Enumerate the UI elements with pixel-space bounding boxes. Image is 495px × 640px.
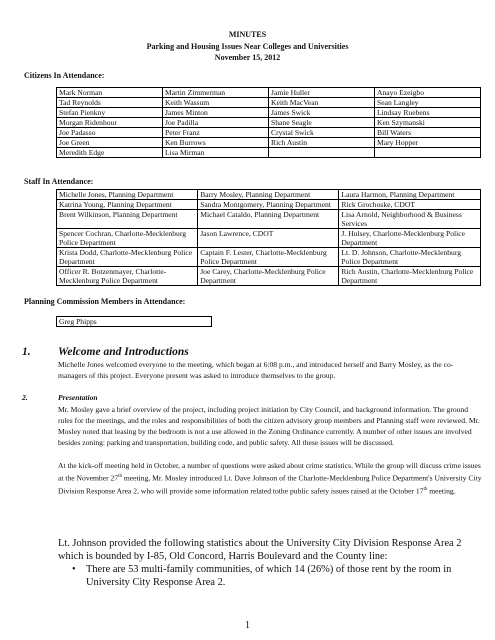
section-1-text: Michelle Jones welcomed everyone to the meeting, which began at 6:08 p.m., and introduced herself and Barry Mosley, as the co-managers of this project. Everyone present was asked to introduce themselves to the group. — [58, 360, 454, 380]
staff-label: Staff In Attendance: — [24, 177, 94, 186]
table-cell: Captain F. Lester, Charlotte-Mecklenburg Police Department — [198, 248, 339, 267]
table-cell: Lisa Arnold, Neighborhood & Business Services — [339, 210, 481, 229]
section-1-title: Welcome and Introductions — [58, 346, 189, 358]
table-cell: Katrina Young, Planning Department — [57, 200, 198, 210]
citizens-label: Citizens In Attendance: — [24, 71, 105, 80]
section-2-title: Presentation — [58, 393, 98, 402]
ordinal-suffix: th — [118, 474, 122, 479]
table-row — [57, 108, 481, 118]
table-row — [57, 229, 481, 248]
table-cell: Keith MacVean — [269, 98, 375, 108]
table-cell: Brent Wilkinson, Planning Department — [57, 210, 198, 229]
table-cell: Michael Cataldo, Planning Department — [198, 210, 339, 229]
table-row — [57, 98, 481, 108]
table-cell: Keith Wassum — [163, 98, 269, 108]
table-cell: Joe Padilla — [163, 118, 269, 128]
bullet-text: There are 53 multi-family communities, of which 14 (26%) of those rent by the room in University City Response Area 2. — [86, 564, 452, 588]
table-cell: James Swick — [269, 108, 375, 118]
table-cell: Barry Mosley, Planning Department — [198, 190, 339, 200]
table-cell: Joe Green — [57, 138, 163, 148]
table-row — [57, 88, 481, 98]
table-cell: Ken Szymanski — [375, 118, 481, 128]
section-2-paragraph-3: Lt. Johnson provided the following statistics about the University City Division Response Area 2 which is bounded by I-85, Old Concord, Harris Boulevard and the County line: — [58, 538, 462, 562]
bullet-item — [72, 564, 472, 589]
table-cell: Officer R. Botzenmayer, Charlotte-Mecklenburg Police Department — [57, 267, 198, 286]
ordinal-suffix: th — [423, 486, 428, 492]
paragraph-2-text-a: At the kick-off meeting held in October, a number of questions were asked about crime statistics. While the group will discuss crime issues at the November 27 — [58, 461, 481, 483]
table-cell: Lt. D. Johnson, Charlotte-Mecklenburg Police Department — [339, 248, 481, 267]
table-cell: Anayo Ezeigbo — [375, 88, 481, 98]
table-row — [57, 210, 481, 229]
table-cell: Sandra Montgomery, Planning Department — [198, 200, 339, 210]
table-cell: Spencer Cochran, Charlotte-Mecklenburg Police Department — [57, 229, 198, 248]
table-cell: Crystal Swick — [269, 128, 375, 138]
section-1-number: 1. — [22, 346, 31, 358]
section-2-number: 2. — [22, 393, 28, 402]
table-cell — [375, 148, 481, 158]
table-cell: Mark Norman — [57, 88, 163, 98]
commission-member: Greg Phipps — [57, 317, 212, 327]
table-cell: Rick Grochoske, CDOT — [339, 200, 481, 210]
table-cell: Rich Austin — [269, 138, 375, 148]
table-cell: Joe Padasso — [57, 128, 163, 138]
table-row — [57, 190, 481, 200]
section-2-paragraph-2 — [58, 460, 482, 496]
table-cell: Michelle Jones, Planning Department — [57, 190, 198, 200]
table-cell: Shane Seagle — [269, 118, 375, 128]
table-cell: Krista Dodd, Charlotte-Mecklenburg Police Department — [57, 248, 198, 267]
section-2-paragraph-1: Mr. Mosley gave a brief overview of the project, including project initiation by City Council, and background information. The ground rules for the meetings, and the roles and responsibilities of both the citizen advisory group members and Planning staff were reviewed. Mr. Mosley noted that leasing by the bedroom is not a use allowed in the Zoning Ordinance currently. A number of other issues are involved besides zoning: parking and transportation, building code, and public safety. All these issues will be discussed. — [58, 405, 480, 447]
table-cell: Jamie Huller — [269, 88, 375, 98]
table-cell: Lindsay Ruebens — [375, 108, 481, 118]
paragraph-2-text-b: meeting, Mr. Mosley introduced Lt. Dave Johnson of the Charlotte-Mecklenburg Police Department's University City Division Response Area 2, who will provide some information related tothe public safety issues raised at the October 17 — [58, 473, 482, 496]
table-cell: Laura Harmon, Planning Department — [339, 190, 481, 200]
table-cell: Morgan Ridenhour — [57, 118, 163, 128]
table-cell: Lisa Mirman — [163, 148, 269, 158]
table-row — [57, 200, 481, 210]
table-cell: Stefan Pienkny — [57, 108, 163, 118]
table-cell: Tad Reynolds — [57, 98, 163, 108]
commission-table — [56, 316, 212, 327]
table-cell — [269, 148, 375, 158]
table-cell: J. Hulsey, Charlotte-Mecklenburg Police Department — [339, 229, 481, 248]
table-cell: Sean Langley — [375, 98, 481, 108]
page-number: 1 — [245, 620, 250, 631]
table-row — [57, 128, 481, 138]
table-row — [57, 267, 481, 286]
table-cell: Martin Zimmerman — [163, 88, 269, 98]
commission-label: Planning Commission Members in Attendance: — [24, 297, 186, 306]
table-cell: Meredith Edge — [57, 148, 163, 158]
table-row — [57, 138, 481, 148]
table-cell: Rich Austin, Charlotte-Mecklenburg Police Department — [339, 267, 481, 286]
table-row — [57, 148, 481, 158]
table-cell: Mary Hopper — [375, 138, 481, 148]
citizens-table — [56, 87, 481, 158]
table-row — [57, 248, 481, 267]
document-title: MINUTES — [228, 30, 267, 39]
table-row — [57, 118, 481, 128]
table-cell: Bill Waters — [375, 128, 481, 138]
section-1-heading — [22, 346, 189, 358]
table-cell: James Minton — [163, 108, 269, 118]
table-cell: Jason Lawrence, CDOT — [198, 229, 339, 248]
section-2-heading — [22, 393, 98, 402]
staff-table — [56, 189, 481, 286]
table-cell: Ken Burrows — [163, 138, 269, 148]
document-subtitle: Parking and Housing Issues Near Colleges and Universities — [146, 42, 349, 51]
meeting-date: November 15, 2012 — [214, 53, 281, 62]
table-cell: Joe Carey, Charlotte-Mecklenburg Police Department — [198, 267, 339, 286]
paragraph-2-text-c: meeting. — [427, 486, 456, 496]
bullet-icon: • — [72, 564, 76, 575]
table-cell: Peter Franz — [163, 128, 269, 138]
